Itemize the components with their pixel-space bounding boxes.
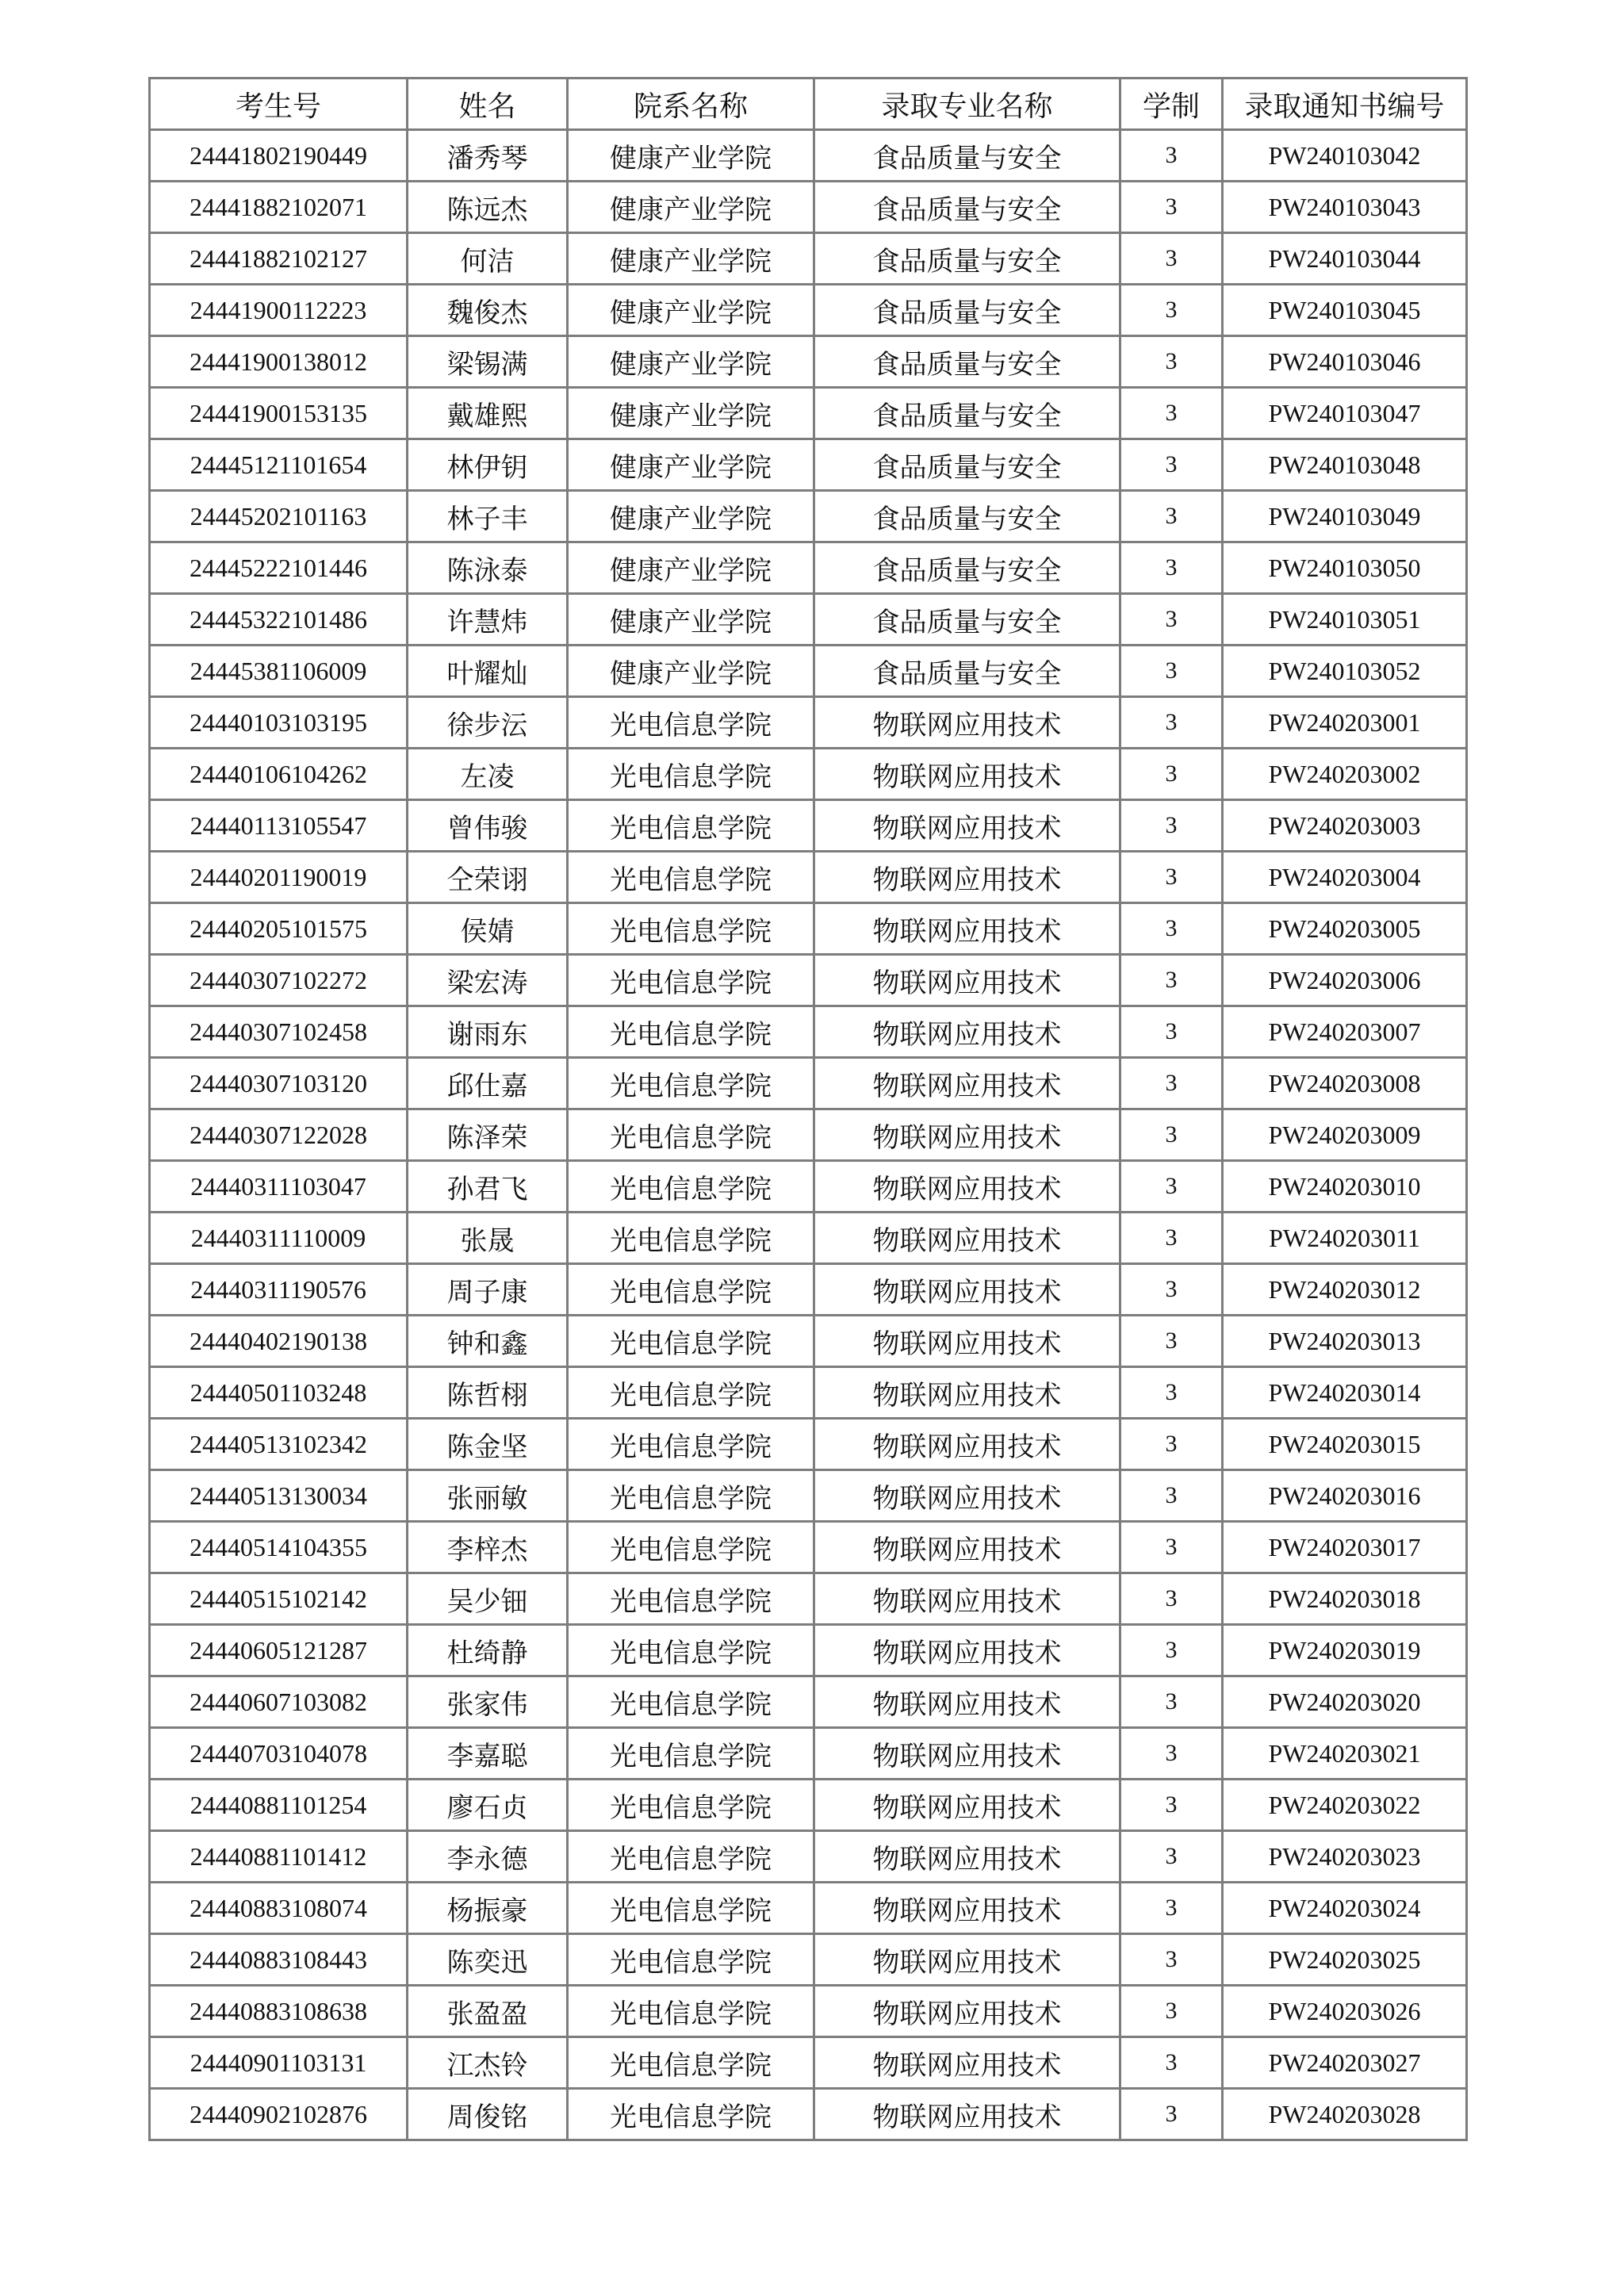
- exam-number-cell: 24440514104355: [150, 1522, 408, 1573]
- major-cell: 食品质量与安全: [814, 182, 1120, 233]
- table-row: [150, 1316, 1467, 1367]
- years-cell: 3: [1120, 1676, 1223, 1728]
- department-cell: 光电信息学院: [568, 1831, 814, 1883]
- major-cell: 物联网应用技术: [814, 1883, 1120, 1934]
- notice-number-cell: PW240103051: [1223, 594, 1467, 646]
- notice-number-cell: PW240203008: [1223, 1058, 1467, 1109]
- name-cell: 陈奕迅: [408, 1934, 568, 1986]
- table-row: [150, 1161, 1467, 1213]
- major-cell: 食品质量与安全: [814, 594, 1120, 646]
- exam-number-cell: 24445121101654: [150, 439, 408, 491]
- department-cell: 光电信息学院: [568, 1109, 814, 1161]
- years-cell: 3: [1120, 1367, 1223, 1419]
- table-body: [150, 130, 1467, 2140]
- notice-number-cell: PW240203015: [1223, 1419, 1467, 1470]
- name-cell: 吴少钿: [408, 1573, 568, 1625]
- name-cell: 曾伟骏: [408, 800, 568, 852]
- exam-number-cell: 24440307103120: [150, 1058, 408, 1109]
- years-cell: 3: [1120, 285, 1223, 336]
- name-cell: 李永德: [408, 1831, 568, 1883]
- department-cell: 光电信息学院: [568, 697, 814, 749]
- major-cell: 物联网应用技术: [814, 1831, 1120, 1883]
- major-cell: 物联网应用技术: [814, 1625, 1120, 1676]
- notice-number-cell: PW240103043: [1223, 182, 1467, 233]
- years-cell: 3: [1120, 1161, 1223, 1213]
- department-cell: 光电信息学院: [568, 1419, 814, 1470]
- department-cell: 光电信息学院: [568, 1316, 814, 1367]
- table-row: [150, 903, 1467, 955]
- notice-number-cell: PW240103049: [1223, 491, 1467, 542]
- notice-number-cell: PW240203019: [1223, 1625, 1467, 1676]
- name-cell: 邱仕嘉: [408, 1058, 568, 1109]
- name-cell: 周俊铭: [408, 2089, 568, 2140]
- years-cell: 3: [1120, 233, 1223, 285]
- name-cell: 陈泽荣: [408, 1109, 568, 1161]
- years-cell: 3: [1120, 1419, 1223, 1470]
- notice-number-cell: PW240203024: [1223, 1883, 1467, 1934]
- name-cell: 钟和鑫: [408, 1316, 568, 1367]
- name-cell: 仝荣诩: [408, 852, 568, 903]
- name-cell: 侯婧: [408, 903, 568, 955]
- department-cell: 光电信息学院: [568, 1986, 814, 2037]
- exam-number-cell: 24440883108074: [150, 1883, 408, 1934]
- years-cell: 3: [1120, 1470, 1223, 1522]
- header-department: 院系名称: [568, 79, 814, 130]
- notice-number-cell: PW240103048: [1223, 439, 1467, 491]
- exam-number-cell: 24440311110009: [150, 1213, 408, 1264]
- notice-number-cell: PW240203023: [1223, 1831, 1467, 1883]
- exam-number-cell: 24440205101575: [150, 903, 408, 955]
- years-cell: 3: [1120, 697, 1223, 749]
- exam-number-cell: 24440605121287: [150, 1625, 408, 1676]
- name-cell: 周子康: [408, 1264, 568, 1316]
- years-cell: 3: [1120, 852, 1223, 903]
- table-row: [150, 852, 1467, 903]
- exam-number-cell: 24440307102458: [150, 1006, 408, 1058]
- major-cell: 物联网应用技术: [814, 903, 1120, 955]
- table-row: [150, 1831, 1467, 1883]
- notice-number-cell: PW240103047: [1223, 388, 1467, 439]
- notice-number-cell: PW240203028: [1223, 2089, 1467, 2140]
- table-row: [150, 1522, 1467, 1573]
- department-cell: 光电信息学院: [568, 1006, 814, 1058]
- department-cell: 健康产业学院: [568, 491, 814, 542]
- years-cell: 3: [1120, 800, 1223, 852]
- table-row: [150, 336, 1467, 388]
- department-cell: 健康产业学院: [568, 285, 814, 336]
- table-row: [150, 491, 1467, 542]
- notice-number-cell: PW240103045: [1223, 285, 1467, 336]
- department-cell: 光电信息学院: [568, 1728, 814, 1780]
- department-cell: 光电信息学院: [568, 1676, 814, 1728]
- table-row: [150, 182, 1467, 233]
- major-cell: 物联网应用技术: [814, 852, 1120, 903]
- table-row: [150, 1470, 1467, 1522]
- major-cell: 物联网应用技术: [814, 1986, 1120, 2037]
- major-cell: 食品质量与安全: [814, 336, 1120, 388]
- table-row: [150, 542, 1467, 594]
- notice-number-cell: PW240103046: [1223, 336, 1467, 388]
- table-row: [150, 1006, 1467, 1058]
- major-cell: 食品质量与安全: [814, 491, 1120, 542]
- name-cell: 左凌: [408, 749, 568, 800]
- major-cell: 食品质量与安全: [814, 439, 1120, 491]
- department-cell: 光电信息学院: [568, 1213, 814, 1264]
- exam-number-cell: 24445202101163: [150, 491, 408, 542]
- header-major: 录取专业名称: [814, 79, 1120, 130]
- table-row: [150, 388, 1467, 439]
- table-row: [150, 1676, 1467, 1728]
- notice-number-cell: PW240203012: [1223, 1264, 1467, 1316]
- header-name: 姓名: [408, 79, 568, 130]
- name-cell: 江杰铃: [408, 2037, 568, 2089]
- table-row: [150, 1986, 1467, 2037]
- table-row: [150, 2089, 1467, 2140]
- major-cell: 食品质量与安全: [814, 388, 1120, 439]
- department-cell: 健康产业学院: [568, 646, 814, 697]
- exam-number-cell: 24440311190576: [150, 1264, 408, 1316]
- major-cell: 物联网应用技术: [814, 1367, 1120, 1419]
- table-row: [150, 439, 1467, 491]
- years-cell: 3: [1120, 1625, 1223, 1676]
- department-cell: 光电信息学院: [568, 1883, 814, 1934]
- exam-number-cell: 24441882102127: [150, 233, 408, 285]
- admissions-sheet: [148, 77, 1468, 2141]
- table-row: [150, 1625, 1467, 1676]
- exam-number-cell: 24441802190449: [150, 130, 408, 182]
- notice-number-cell: PW240203026: [1223, 1986, 1467, 2037]
- exam-number-cell: 24440106104262: [150, 749, 408, 800]
- notice-number-cell: PW240203025: [1223, 1934, 1467, 1986]
- years-cell: 3: [1120, 1264, 1223, 1316]
- table-row: [150, 1419, 1467, 1470]
- years-cell: 3: [1120, 1883, 1223, 1934]
- years-cell: 3: [1120, 491, 1223, 542]
- years-cell: 3: [1120, 1728, 1223, 1780]
- notice-number-cell: PW240203009: [1223, 1109, 1467, 1161]
- department-cell: 光电信息学院: [568, 1573, 814, 1625]
- table-row: [150, 2037, 1467, 2089]
- years-cell: 3: [1120, 1573, 1223, 1625]
- major-cell: 物联网应用技术: [814, 800, 1120, 852]
- years-cell: 3: [1120, 1006, 1223, 1058]
- exam-number-cell: 24441900112223: [150, 285, 408, 336]
- major-cell: 物联网应用技术: [814, 1058, 1120, 1109]
- major-cell: 物联网应用技术: [814, 2037, 1120, 2089]
- years-cell: 3: [1120, 336, 1223, 388]
- department-cell: 光电信息学院: [568, 2089, 814, 2140]
- notice-number-cell: PW240203004: [1223, 852, 1467, 903]
- notice-number-cell: PW240103050: [1223, 542, 1467, 594]
- table-row: [150, 1213, 1467, 1264]
- name-cell: 孙君飞: [408, 1161, 568, 1213]
- years-cell: 3: [1120, 1522, 1223, 1573]
- department-cell: 健康产业学院: [568, 542, 814, 594]
- table-row: [150, 1728, 1467, 1780]
- years-cell: 3: [1120, 182, 1223, 233]
- major-cell: 物联网应用技术: [814, 1676, 1120, 1728]
- name-cell: 李梓杰: [408, 1522, 568, 1573]
- table-row: [150, 285, 1467, 336]
- name-cell: 张晟: [408, 1213, 568, 1264]
- major-cell: 物联网应用技术: [814, 749, 1120, 800]
- name-cell: 陈金坚: [408, 1419, 568, 1470]
- department-cell: 光电信息学院: [568, 1058, 814, 1109]
- admissions-table: [148, 77, 1468, 2141]
- name-cell: 梁宏涛: [408, 955, 568, 1006]
- exam-number-cell: 24440501103248: [150, 1367, 408, 1419]
- notice-number-cell: PW240203022: [1223, 1780, 1467, 1831]
- exam-number-cell: 24440883108443: [150, 1934, 408, 1986]
- department-cell: 光电信息学院: [568, 1934, 814, 1986]
- major-cell: 物联网应用技术: [814, 1264, 1120, 1316]
- major-cell: 物联网应用技术: [814, 1780, 1120, 1831]
- name-cell: 陈泳泰: [408, 542, 568, 594]
- major-cell: 食品质量与安全: [814, 233, 1120, 285]
- department-cell: 健康产业学院: [568, 130, 814, 182]
- notice-number-cell: PW240203014: [1223, 1367, 1467, 1419]
- years-cell: 3: [1120, 2037, 1223, 2089]
- table-row: [150, 749, 1467, 800]
- notice-number-cell: PW240203002: [1223, 749, 1467, 800]
- years-cell: 3: [1120, 955, 1223, 1006]
- department-cell: 光电信息学院: [568, 1161, 814, 1213]
- table-row: [150, 697, 1467, 749]
- exam-number-cell: 24440513130034: [150, 1470, 408, 1522]
- notice-number-cell: PW240203010: [1223, 1161, 1467, 1213]
- table-header: [150, 79, 1467, 130]
- major-cell: 物联网应用技术: [814, 1109, 1120, 1161]
- department-cell: 光电信息学院: [568, 1780, 814, 1831]
- exam-number-cell: 24440515102142: [150, 1573, 408, 1625]
- notice-number-cell: PW240203005: [1223, 903, 1467, 955]
- major-cell: 食品质量与安全: [814, 285, 1120, 336]
- notice-number-cell: PW240203016: [1223, 1470, 1467, 1522]
- table-row: [150, 1934, 1467, 1986]
- name-cell: 徐步沄: [408, 697, 568, 749]
- exam-number-cell: 24440402190138: [150, 1316, 408, 1367]
- name-cell: 戴雄熙: [408, 388, 568, 439]
- name-cell: 陈远杰: [408, 182, 568, 233]
- notice-number-cell: PW240203020: [1223, 1676, 1467, 1728]
- exam-number-cell: 24440901103131: [150, 2037, 408, 2089]
- name-cell: 谢雨东: [408, 1006, 568, 1058]
- notice-number-cell: PW240203006: [1223, 955, 1467, 1006]
- table-row: [150, 594, 1467, 646]
- years-cell: 3: [1120, 439, 1223, 491]
- header-years: 学制: [1120, 79, 1223, 130]
- major-cell: 物联网应用技术: [814, 1934, 1120, 1986]
- years-cell: 3: [1120, 542, 1223, 594]
- exam-number-cell: 24441882102071: [150, 182, 408, 233]
- major-cell: 食品质量与安全: [814, 130, 1120, 182]
- table-row: [150, 1780, 1467, 1831]
- years-cell: 3: [1120, 1986, 1223, 2037]
- department-cell: 光电信息学院: [568, 749, 814, 800]
- name-cell: 张家伟: [408, 1676, 568, 1728]
- major-cell: 物联网应用技术: [814, 1006, 1120, 1058]
- notice-number-cell: PW240203007: [1223, 1006, 1467, 1058]
- department-cell: 光电信息学院: [568, 1264, 814, 1316]
- name-cell: 潘秀琴: [408, 130, 568, 182]
- department-cell: 健康产业学院: [568, 336, 814, 388]
- years-cell: 3: [1120, 749, 1223, 800]
- exam-number-cell: 24440513102342: [150, 1419, 408, 1470]
- department-cell: 光电信息学院: [568, 1470, 814, 1522]
- years-cell: 3: [1120, 1780, 1223, 1831]
- major-cell: 物联网应用技术: [814, 1728, 1120, 1780]
- exam-number-cell: 24440307102272: [150, 955, 408, 1006]
- table-row: [150, 800, 1467, 852]
- name-cell: 许慧炜: [408, 594, 568, 646]
- notice-number-cell: PW240203003: [1223, 800, 1467, 852]
- name-cell: 魏俊杰: [408, 285, 568, 336]
- name-cell: 梁锡满: [408, 336, 568, 388]
- name-cell: 张丽敏: [408, 1470, 568, 1522]
- major-cell: 物联网应用技术: [814, 1161, 1120, 1213]
- notice-number-cell: PW240103052: [1223, 646, 1467, 697]
- name-cell: 杨振豪: [408, 1883, 568, 1934]
- table-row: [150, 1883, 1467, 1934]
- major-cell: 物联网应用技术: [814, 1213, 1120, 1264]
- years-cell: 3: [1120, 1058, 1223, 1109]
- name-cell: 陈哲栩: [408, 1367, 568, 1419]
- exam-number-cell: 24440883108638: [150, 1986, 408, 2037]
- table-row: [150, 233, 1467, 285]
- notice-number-cell: PW240103042: [1223, 130, 1467, 182]
- exam-number-cell: 24441900153135: [150, 388, 408, 439]
- exam-number-cell: 24445381106009: [150, 646, 408, 697]
- major-cell: 食品质量与安全: [814, 646, 1120, 697]
- notice-number-cell: PW240203001: [1223, 697, 1467, 749]
- name-cell: 张盈盈: [408, 1986, 568, 2037]
- exam-number-cell: 24440113105547: [150, 800, 408, 852]
- department-cell: 健康产业学院: [568, 594, 814, 646]
- major-cell: 物联网应用技术: [814, 1316, 1120, 1367]
- department-cell: 光电信息学院: [568, 955, 814, 1006]
- major-cell: 食品质量与安全: [814, 542, 1120, 594]
- department-cell: 健康产业学院: [568, 388, 814, 439]
- department-cell: 光电信息学院: [568, 1522, 814, 1573]
- table-row: [150, 1573, 1467, 1625]
- exam-number-cell: 24440311103047: [150, 1161, 408, 1213]
- major-cell: 物联网应用技术: [814, 697, 1120, 749]
- exam-number-cell: 24440881101412: [150, 1831, 408, 1883]
- department-cell: 光电信息学院: [568, 1367, 814, 1419]
- department-cell: 光电信息学院: [568, 1625, 814, 1676]
- table-row: [150, 1058, 1467, 1109]
- notice-number-cell: PW240203011: [1223, 1213, 1467, 1264]
- notice-number-cell: PW240203027: [1223, 2037, 1467, 2089]
- years-cell: 3: [1120, 1109, 1223, 1161]
- notice-number-cell: PW240203021: [1223, 1728, 1467, 1780]
- major-cell: 物联网应用技术: [814, 1419, 1120, 1470]
- department-cell: 光电信息学院: [568, 852, 814, 903]
- exam-number-cell: 24445322101486: [150, 594, 408, 646]
- years-cell: 3: [1120, 388, 1223, 439]
- exam-number-cell: 24445222101446: [150, 542, 408, 594]
- major-cell: 物联网应用技术: [814, 1522, 1120, 1573]
- major-cell: 物联网应用技术: [814, 1470, 1120, 1522]
- table-row: [150, 955, 1467, 1006]
- notice-number-cell: PW240203013: [1223, 1316, 1467, 1367]
- department-cell: 光电信息学院: [568, 903, 814, 955]
- department-cell: 光电信息学院: [568, 800, 814, 852]
- name-cell: 叶耀灿: [408, 646, 568, 697]
- name-cell: 李嘉聪: [408, 1728, 568, 1780]
- years-cell: 3: [1120, 1934, 1223, 1986]
- exam-number-cell: 24440201190019: [150, 852, 408, 903]
- major-cell: 物联网应用技术: [814, 1573, 1120, 1625]
- table-row: [150, 1367, 1467, 1419]
- department-cell: 健康产业学院: [568, 439, 814, 491]
- exam-number-cell: 24440307122028: [150, 1109, 408, 1161]
- exam-number-cell: 24440103103195: [150, 697, 408, 749]
- exam-number-cell: 24440902102876: [150, 2089, 408, 2140]
- header-exam-number: 考生号: [150, 79, 408, 130]
- years-cell: 3: [1120, 2089, 1223, 2140]
- notice-number-cell: PW240203017: [1223, 1522, 1467, 1573]
- exam-number-cell: 24440703104078: [150, 1728, 408, 1780]
- name-cell: 林子丰: [408, 491, 568, 542]
- years-cell: 3: [1120, 903, 1223, 955]
- major-cell: 物联网应用技术: [814, 955, 1120, 1006]
- department-cell: 健康产业学院: [568, 233, 814, 285]
- years-cell: 3: [1120, 130, 1223, 182]
- department-cell: 光电信息学院: [568, 2037, 814, 2089]
- name-cell: 何洁: [408, 233, 568, 285]
- table-row: [150, 130, 1467, 182]
- table-row: [150, 646, 1467, 697]
- exam-number-cell: 24441900138012: [150, 336, 408, 388]
- name-cell: 林伊钥: [408, 439, 568, 491]
- years-cell: 3: [1120, 646, 1223, 697]
- notice-number-cell: PW240203018: [1223, 1573, 1467, 1625]
- notice-number-cell: PW240103044: [1223, 233, 1467, 285]
- years-cell: 3: [1120, 594, 1223, 646]
- years-cell: 3: [1120, 1213, 1223, 1264]
- header-row: [150, 79, 1467, 130]
- header-notice-number: 录取通知书编号: [1223, 79, 1467, 130]
- exam-number-cell: 24440607103082: [150, 1676, 408, 1728]
- name-cell: 廖石贞: [408, 1780, 568, 1831]
- name-cell: 杜绮静: [408, 1625, 568, 1676]
- years-cell: 3: [1120, 1831, 1223, 1883]
- table-row: [150, 1264, 1467, 1316]
- years-cell: 3: [1120, 1316, 1223, 1367]
- table-row: [150, 1109, 1467, 1161]
- major-cell: 物联网应用技术: [814, 2089, 1120, 2140]
- department-cell: 健康产业学院: [568, 182, 814, 233]
- exam-number-cell: 24440881101254: [150, 1780, 408, 1831]
